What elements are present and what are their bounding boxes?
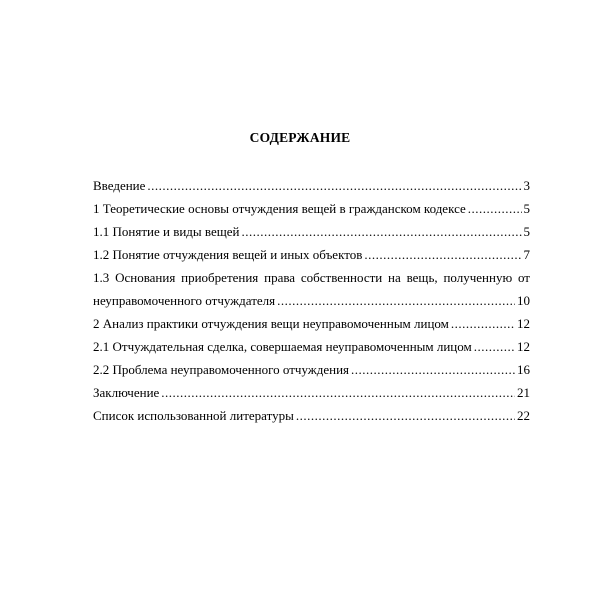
- toc-leader-dots: [277, 289, 515, 312]
- toc-entry-bibliography: [93, 404, 530, 427]
- table-of-contents: [93, 174, 530, 427]
- toc-leader-dots: [474, 335, 515, 358]
- toc-leader-dots: [451, 312, 515, 335]
- toc-entry-section-1-2: [93, 243, 530, 266]
- toc-entry-section-1-1: [93, 220, 530, 243]
- toc-entry-text: 1.2 Понятие отчуждения вещей и иных объектов: [93, 247, 363, 262]
- toc-entry-text: 2.1 Отчуждательная сделка, совершаемая неуправомоченным лицом: [93, 339, 472, 354]
- toc-entry-page: 5: [523, 201, 530, 216]
- toc-entry-text: 1.1 Понятие и виды вещей: [93, 224, 240, 239]
- toc-entry-page: 3: [523, 178, 530, 193]
- toc-leader-dots: [364, 243, 521, 266]
- toc-entry-text: неуправомоченного отчуждателя: [93, 293, 276, 308]
- toc-entry-page: 7: [523, 247, 530, 262]
- toc-entry-page: 12: [517, 339, 530, 354]
- toc-entry-section-1-3-line1: 1.3 Основания приобретения права собственности на вещь, полученную от: [93, 270, 530, 285]
- toc-entry-section-1-3: [93, 289, 530, 312]
- toc-entry-text: 2.2 Проблема неуправомоченного отчуждения: [93, 362, 350, 377]
- toc-entry-text: 1 Теоретические основы отчуждения вещей в гражданском кодексе: [93, 201, 466, 216]
- toc-entry-text: Заключение: [93, 385, 160, 400]
- toc-entry-introduction: [93, 174, 530, 197]
- toc-entry-page: 12: [517, 316, 530, 331]
- toc-entry-text: 2 Анализ практики отчуждения вещи неуправомоченным лицом: [93, 316, 449, 331]
- toc-entry-conclusion: [93, 381, 530, 404]
- toc-entry-page: 22: [517, 408, 530, 423]
- toc-leader-dots: [161, 381, 515, 404]
- toc-entry-page: 16: [517, 362, 530, 377]
- toc-title: СОДЕРЖАНИЕ: [249, 130, 351, 145]
- toc-entry-section-2-1: [93, 335, 530, 358]
- toc-entry-chapter-2: [93, 312, 530, 335]
- toc-leader-dots: [241, 220, 521, 243]
- toc-leader-dots: [351, 358, 515, 381]
- toc-entry-text: Список использованной литературы: [93, 408, 294, 423]
- toc-entry-text: Введение: [93, 178, 146, 193]
- toc-entry-section-2-2: [93, 358, 530, 381]
- toc-leader-dots: [296, 404, 515, 427]
- toc-leader-dots: [147, 174, 521, 197]
- toc-entry-page: 21: [517, 385, 530, 400]
- toc-entry-chapter-1: [93, 197, 530, 220]
- toc-entry-page: 5: [523, 224, 530, 239]
- toc-leader-dots: [468, 197, 522, 220]
- toc-entry-page: 10: [517, 293, 530, 308]
